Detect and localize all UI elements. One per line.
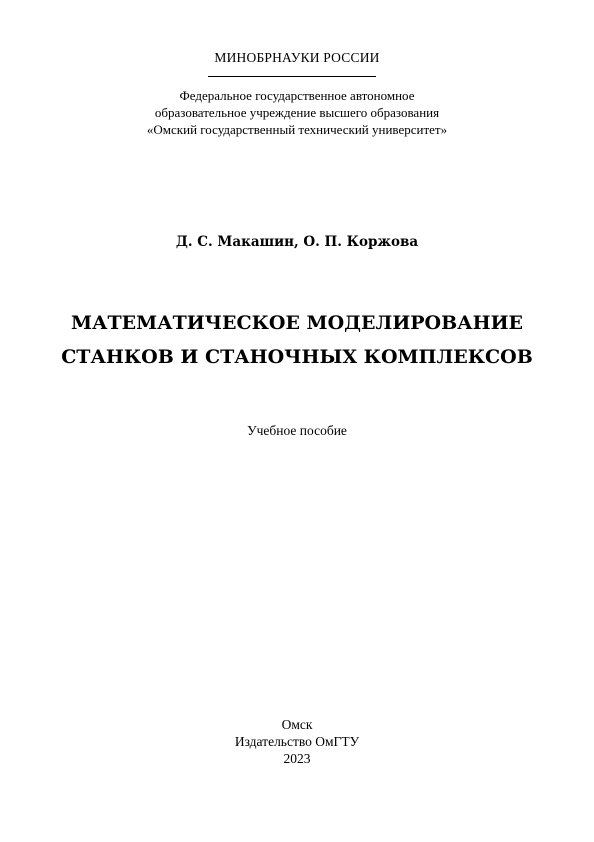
ministry-name: МИНОБРНАУКИ РОССИИ: [214, 50, 380, 65]
header-divider: [208, 76, 376, 77]
book-title: [0, 306, 594, 374]
book-title-line-2: СТАНКОВ И СТАНОЧНЫХ КОМПЛЕКСОВ: [61, 346, 533, 368]
imprint-year: 2023: [283, 751, 311, 766]
institution-line-1: Федеральное государственное автономное: [179, 88, 415, 103]
imprint-city: Омск: [281, 717, 313, 732]
institution-block: [0, 87, 594, 138]
book-type: Учебное пособие: [247, 423, 347, 438]
imprint-block: [0, 716, 594, 767]
institution-line-3: «Омский государственный технический университет»: [146, 122, 448, 137]
imprint-publisher: Издательство ОмГТУ: [234, 734, 360, 749]
book-title-line-1: МАТЕМАТИЧЕСКОЕ МОДЕЛИРОВАНИЕ: [70, 312, 524, 334]
authors: Д. С. Макашин, О. П. Коржова: [175, 234, 419, 250]
institution-line-2: образовательное учреждение высшего образования: [154, 105, 440, 120]
